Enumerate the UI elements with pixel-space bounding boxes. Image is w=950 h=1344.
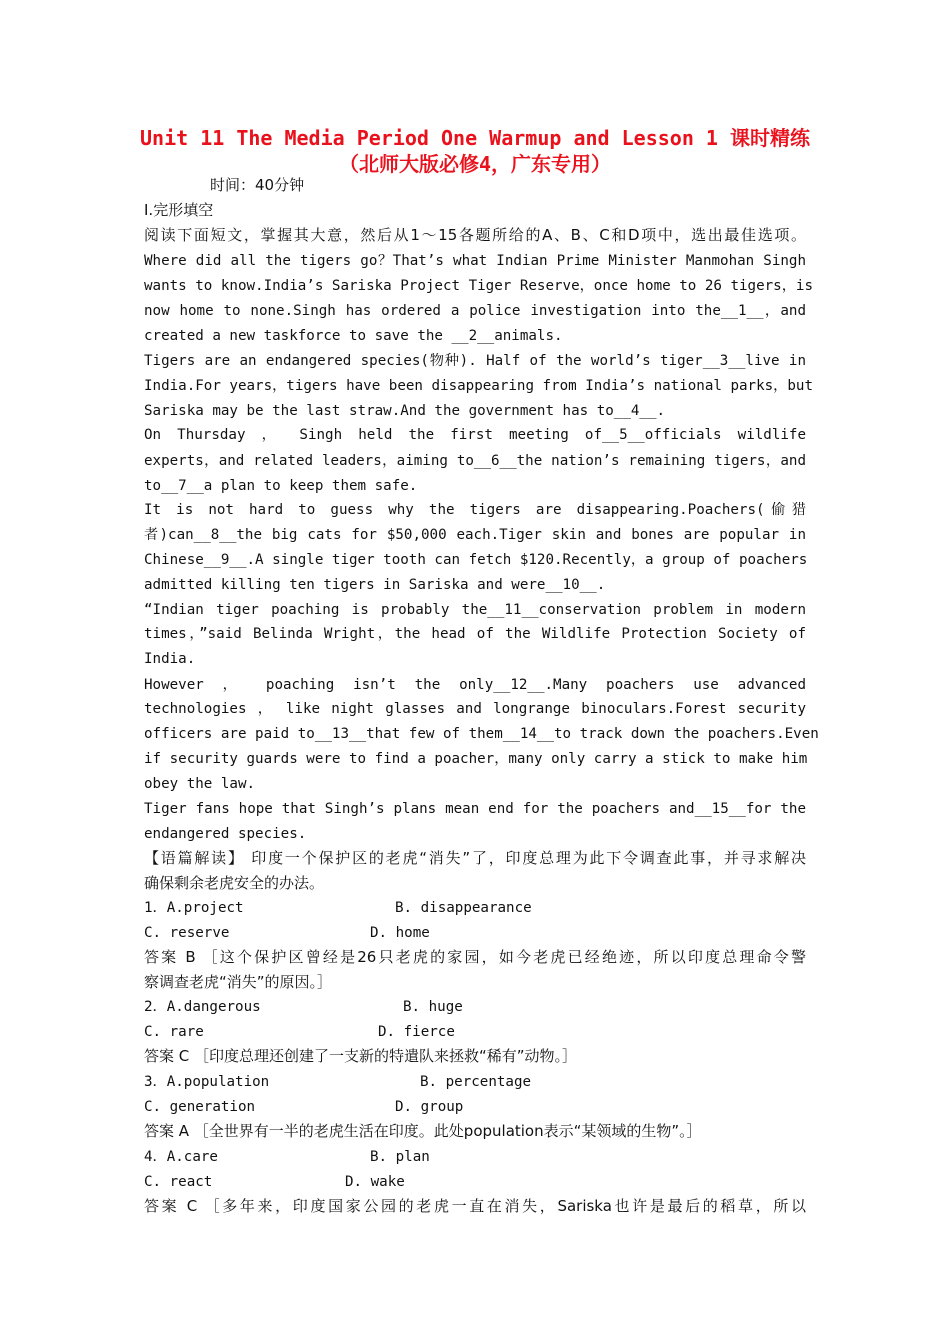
- option-c: C. reserve: [144, 925, 230, 941]
- answer-line: 察调查老虎“消失”的原因。］: [144, 973, 333, 991]
- time-limit: 时间：40分钟: [210, 176, 305, 194]
- option-a: 1．A.project: [144, 900, 244, 916]
- option-a: 4．A.care: [144, 1149, 218, 1165]
- answer-line: 答案 B ［这个保护区曾经是26只老虎的家园，如今老虎已经绝迹，所以印度总理命令警: [144, 948, 806, 966]
- passage-line: endangered species.: [144, 826, 307, 842]
- passage-line: Where did all the tigers go？That’s what Indian Prime Minister Manmohan Singh: [144, 253, 806, 269]
- passage-line: India.For years，tigers have been disappearing from India’s national parks，but: [144, 378, 813, 394]
- document-subtitle: （北师大版必修4，广东专用）: [338, 152, 612, 176]
- passage-line: Chinese__9__.A single tiger tooth can fetch $120.Recently，a group of poachers: [144, 552, 808, 568]
- passage-line: On Thursday ， Singh held the first meeting of__5__officials wildlife: [144, 427, 806, 443]
- option-c: C. generation: [144, 1099, 256, 1115]
- passage-line: However ， poaching isn’t the only__12__.Many poachers use advanced: [144, 677, 806, 693]
- analysis-line: 确保剩余老虎安全的办法。: [144, 874, 325, 892]
- option-d: D. fierce: [378, 1024, 455, 1040]
- option-b: B. disappearance: [395, 900, 532, 916]
- passage-line: Tiger fans hope that Singh’s plans mean end for the poachers and__15__for the: [144, 801, 806, 817]
- passage-line: It is not hard to guess why the tigers are disappearing.Poachers(偷猎: [144, 502, 806, 518]
- passage-line: Tigers are an endangered species(物种). Half of the world’s tiger__3__live in: [144, 353, 806, 369]
- passage-line: India.: [144, 651, 196, 667]
- answer-line: 答案 A ［全世界有一半的老虎生活在印度。此处population表示“某领域的生物”。］: [144, 1122, 702, 1140]
- section-heading: I.完形填空: [144, 201, 214, 219]
- option-c: C. rare: [144, 1024, 204, 1040]
- option-b: B. plan: [370, 1149, 430, 1165]
- passage-line: 者)can__8__the big cats for $50,000 each.Tiger skin and bones are popular in: [144, 527, 806, 543]
- passage-line: now home to none.Singh has ordered a police investigation into the__1__，and: [144, 303, 806, 319]
- option-a: 2．A.dangerous: [144, 999, 261, 1015]
- passage-line: created a new taskforce to save the __2__animals.: [144, 328, 563, 344]
- instruction-text: 阅读下面短文，掌握其大意，然后从1～15各题所给的A、B、C和D项中，选出最佳选项。: [144, 226, 806, 244]
- passage-line: experts，and related leaders，aiming to__6__the nation’s remaining tigers，and: [144, 453, 806, 469]
- option-b: B. percentage: [420, 1074, 532, 1090]
- passage-line: wants to know.India’s Sariska Project Tiger Reserve，once home to 26 tigers，is: [144, 278, 813, 294]
- document-title: Unit 11 The Media Period One Warmup and Lesson 1 课时精练: [139, 126, 810, 150]
- passage-line: Sariska may be the last straw.And the government has to__4__.: [144, 403, 666, 419]
- option-b: B. huge: [403, 999, 463, 1015]
- passage-line: times，”said Belinda Wright，the head of the Wildlife Protection Society of: [144, 626, 806, 642]
- passage-line: “Indian tiger poaching is probably the__11__conservation problem in modern: [144, 602, 806, 618]
- answer-line: 答案 C ［多年来，印度国家公园的老虎一直在消失，Sariska也许是最后的稻草，所以: [144, 1197, 806, 1215]
- passage-line: obey the law.: [144, 776, 256, 792]
- answer-line: 答案 C ［印度总理还创建了一支新的特遣队来拯救“稀有”动物。］: [144, 1047, 578, 1065]
- passage-line: technologies ， like night glasses and longrange binoculars.Forest security: [144, 701, 806, 717]
- option-c: C. react: [144, 1174, 213, 1190]
- analysis-line: 【语篇解读】 印度一个保护区的老虎“消失”了，印度总理为此下令调查此事，并寻求解决: [144, 849, 806, 867]
- option-a: 3．A.population: [144, 1074, 270, 1090]
- option-d: D. home: [370, 925, 430, 941]
- option-d: D. group: [395, 1099, 464, 1115]
- passage-line: admitted killing ten tigers in Sariska and were__10__.: [144, 577, 606, 593]
- passage-line: officers are paid to__13__that few of them__14__to track down the poachers.Even: [144, 726, 819, 742]
- passage-line: if security guards were to find a poacher，many only carry a stick to make him: [144, 751, 808, 767]
- option-d: D. wake: [345, 1174, 405, 1190]
- passage-line: to__7__a plan to keep them safe.: [144, 478, 418, 494]
